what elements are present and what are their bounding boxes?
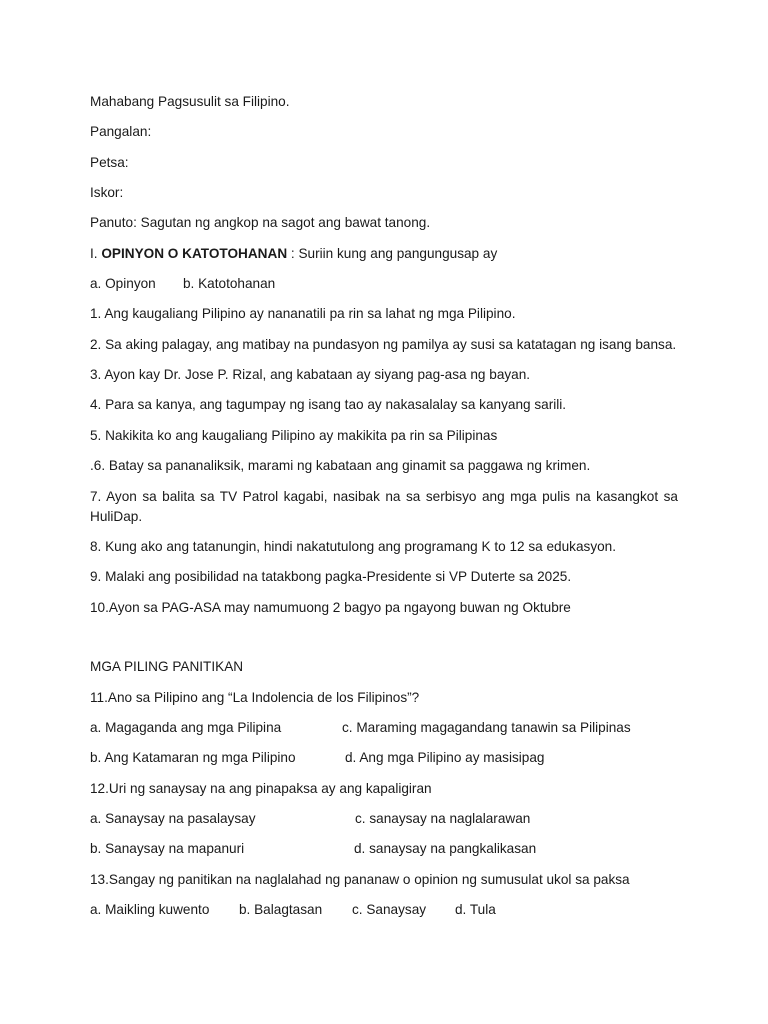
question-13: 13.Sangay ng panitikan na naglalahad ng pananaw o opinion ng sumusulat ukol sa paksa xyxy=(90,872,630,887)
item-7: 7. Ayon sa balita sa TV Patrol kagabi, nasibak na sa serbisyo ang mga pulis na kasangkot sa HuliDap. xyxy=(90,489,678,524)
option-katotohanan: b. Katotohanan xyxy=(183,276,276,291)
part1-heading xyxy=(90,245,497,263)
q11-choice-d: d. Ang mga Pilipino ay masisipag xyxy=(345,750,545,765)
question-11: 11.Ano sa Pilipino ang “La Indolencia de los Filipinos”? xyxy=(90,690,420,705)
q11-choice-b: b. Ang Katamaran ng mga Pilipino xyxy=(90,750,296,765)
item-4: 4. Para sa kanya, ang tagumpay ng isang tao ay nakasalalay sa kanyang sarili. xyxy=(90,397,567,412)
q11-choice-a: a. Magaganda ang mga Pilipina xyxy=(90,720,282,735)
question-12: 12.Uri ng sanaysay na ang pinapaksa ay ang kapaligiran xyxy=(90,781,432,796)
q13-choice-c: c. Sanaysay xyxy=(352,902,427,917)
instructions: Panuto: Sagutan ng angkop na sagot ang bawat tanong. xyxy=(90,215,431,230)
item-9: 9. Malaki ang posibilidad na tatakbong pagka-Presidente si VP Duterte sa 2025. xyxy=(90,569,572,584)
part1-numeral: I. xyxy=(90,246,102,261)
q13-choice-d: d. Tula xyxy=(455,902,496,917)
option-opinyon: a. Opinyon xyxy=(90,276,156,291)
item-8: 8. Kung ako ang tatanungin, hindi nakatutulong ang programang K to 12 sa edukasyon. xyxy=(90,539,617,554)
item-5: 5. Nakikita ko ang kaugaliang Pilipino ay makikita pa rin sa Pilipinas xyxy=(90,428,498,443)
item-3: 3. Ayon kay Dr. Jose P. Rizal, ang kabataan ay siyang pag-asa ng bayan. xyxy=(90,367,531,382)
q12-choice-d: d. sanaysay na pangkalikasan xyxy=(354,841,537,856)
q12-choice-c: c. sanaysay na naglalarawan xyxy=(355,811,531,826)
q12-choice-a: a. Sanaysay na pasalaysay xyxy=(90,811,256,826)
item-10: 10.Ayon sa PAG-ASA may namumuong 2 bagyo pa ngayong buwan ng Oktubre xyxy=(90,600,571,615)
name-label: Pangalan: xyxy=(90,124,152,139)
item-2: 2. Sa aking palagay, ang matibay na pundasyon ng pamilya ay susi sa katatagan ng isang bansa. xyxy=(90,337,677,352)
exam-title: Mahabang Pagsusulit sa Filipino. xyxy=(90,94,290,109)
part2-heading: MGA PILING PANITIKAN xyxy=(90,659,244,674)
part1-instruction: : Suriin kung ang pangungusap ay xyxy=(287,246,498,261)
item-6: .6. Batay sa pananaliksik, marami ng kabataan ang ginamit ​​sa paggawa ng krimen. xyxy=(90,458,591,473)
q13-choice-b: b. Balagtasan xyxy=(239,902,323,917)
date-label: Petsa: xyxy=(90,155,129,170)
q13-choice-a: a. Maikling kuwento xyxy=(90,902,210,917)
part1-title: OPINYON O KATOTOHANAN xyxy=(101,246,288,261)
q12-choice-b: b. Sanaysay na mapanuri xyxy=(90,841,245,856)
score-label: Iskor: xyxy=(90,185,124,200)
q11-choice-c: c. Maraming magagandang tanawin sa Pilipinas xyxy=(342,720,631,735)
item-1: 1. Ang kaugaliang Pilipino ay nananatili pa rin sa lahat ng mga Pilipino. xyxy=(90,306,516,321)
